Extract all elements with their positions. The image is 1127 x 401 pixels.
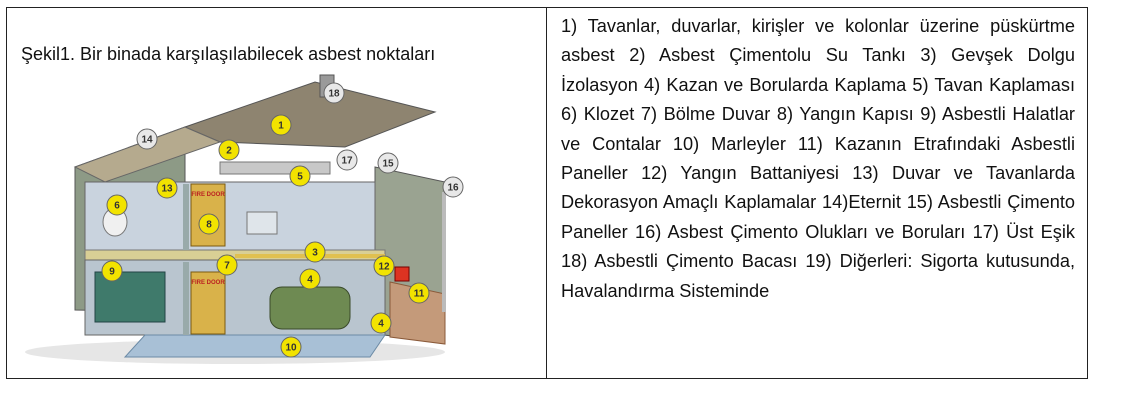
marker-2	[219, 140, 239, 160]
marker-12	[374, 256, 394, 276]
figure-cell	[7, 8, 547, 378]
marker-label: 4	[307, 274, 313, 286]
marker-label: 16	[447, 182, 459, 194]
marker-label: 18	[328, 88, 340, 100]
description-cell	[547, 8, 1087, 378]
marker-label: 9	[109, 266, 115, 278]
figure-caption: Şekil1. Bir binada karşılaşılabilecek asbest noktaları	[21, 44, 436, 64]
fire-blanket	[395, 267, 409, 281]
machinery	[95, 272, 165, 322]
marker-label: 2	[226, 145, 232, 157]
fire-door-sign-lower: FIRE DOOR	[191, 280, 225, 286]
upper-floor	[85, 182, 375, 252]
marker-7	[217, 255, 237, 275]
marker-label: 14	[141, 134, 153, 146]
marker-9	[102, 261, 122, 281]
marker-18	[324, 83, 344, 103]
marker-label: 15	[382, 158, 394, 170]
marker-label: 3	[312, 247, 318, 259]
marker-label: 17	[341, 155, 353, 167]
marker-1	[271, 115, 291, 135]
marker-label: 12	[378, 261, 390, 273]
marker-label: 6	[114, 200, 120, 212]
partition-upper	[183, 184, 189, 250]
marker-label: 7	[224, 260, 230, 272]
boiler	[270, 287, 350, 329]
marker-10	[281, 337, 301, 357]
marker-label: 10	[285, 342, 297, 354]
fuse-box	[247, 212, 277, 234]
gutter-pipe	[442, 192, 446, 312]
marker-4	[300, 269, 320, 289]
marker-4	[371, 313, 391, 333]
marker-15	[378, 153, 398, 173]
roof	[185, 82, 435, 147]
marker-6	[107, 195, 127, 215]
marker-3	[305, 242, 325, 262]
marker-11	[409, 283, 429, 303]
marker-8	[199, 214, 219, 234]
marker-5	[290, 166, 310, 186]
marker-label: 8	[206, 219, 212, 231]
marker-13	[157, 178, 177, 198]
description-text: 1) Tavanlar, duvarlar, kirişler ve kolonlar üzerine püskürtme asbest 2) Asbest Çimentolu Su Tankı 3) Gevşek Dolgu İzolasyon 4) Kazan ve Borularda Kaplama 5) Tavan Kaplaması 6) Klozet 7) Bölme Duvar 8) Yangın Kapısı 9) Asbestli Halatlar ve Contalar 10) Marleyler 11) Kazanın Etrafındaki Asbestli Paneller 12) Yangın Battaniyesi 13) Duvar ve Tavanlarda Dekorasyon Amaçlı Kaplamalar 14)Eternit 15) Asbestli Çimento Paneller 16) Asbest Çimento Olukları ve Boruları 17) Üst Eşik 18) Asbestli Çimento Bacası 19) Diğerleri: Sigorta kutusunda, Havalandırma Sisteminde	[561, 16, 1075, 301]
marker-16	[443, 177, 463, 197]
marker-17	[337, 150, 357, 170]
fire-door-sign-upper: FIRE DOOR	[191, 192, 225, 198]
duct	[220, 162, 330, 174]
marker-14	[137, 129, 157, 149]
floor-tiles	[125, 335, 385, 357]
asbestos-table	[6, 7, 1088, 379]
marker-label: 4	[378, 318, 384, 330]
partition-lower	[183, 262, 189, 335]
house-illustration	[15, 72, 481, 367]
marker-label: 11	[413, 288, 425, 300]
marker-label: 1	[278, 120, 284, 132]
marker-label: 13	[161, 183, 173, 195]
marker-label: 5	[297, 171, 303, 183]
